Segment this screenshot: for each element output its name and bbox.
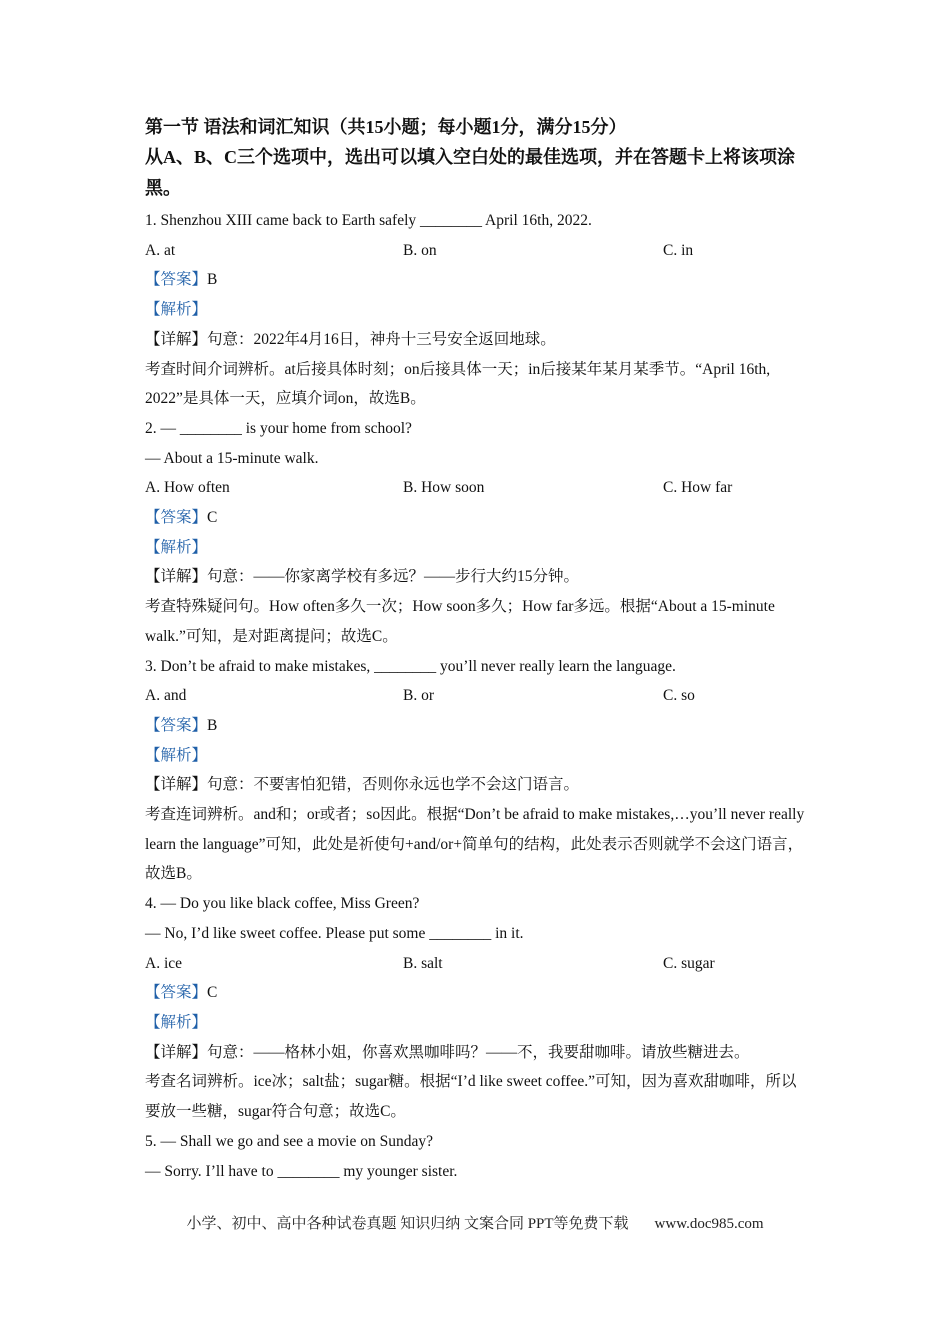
option-c: C. so <box>663 687 695 705</box>
answer-value: C <box>207 984 218 1002</box>
section-title: 第一节 语法和词汇知识（共15小题；每小题1分，满分15分） <box>145 117 627 137</box>
question-5 <box>145 1127 810 1186</box>
detail-label: 【详解】 <box>145 776 208 794</box>
options-row <box>145 236 810 266</box>
analysis-label: 【解析】 <box>145 1013 208 1031</box>
answer-line <box>145 265 810 295</box>
detail-text: 句意：不要害怕犯错，否则你永远也学不会这门语言。 <box>207 776 580 794</box>
question-stem: 5. — Shall we go and see a movie on Sunday? <box>145 1132 433 1150</box>
question-2 <box>145 414 810 652</box>
question-3 <box>145 652 810 890</box>
option-c: C. sugar <box>663 954 715 972</box>
detail-line <box>145 325 810 355</box>
options-row <box>145 681 810 711</box>
explanation: 考查名词辨析。ice冰；salt盐；sugar糖。根据“I’d like sweet coffee.”可知，因为喜欢甜咖啡，所以要放一些糖，sugar符合句意；故选C。 <box>145 1073 797 1121</box>
analysis-line <box>145 295 810 325</box>
question-4 <box>145 889 810 1127</box>
option-b: B. salt <box>403 954 443 972</box>
answer-line <box>145 978 810 1008</box>
option-c: C. How far <box>663 479 733 497</box>
option-b: B. or <box>403 687 434 705</box>
analysis-label: 【解析】 <box>145 538 208 556</box>
answer-line <box>145 503 810 533</box>
option-b: B. How soon <box>403 479 485 497</box>
question-stem-reply: — No, I’d like sweet coffee. Please put some ________ in it. <box>145 924 524 942</box>
question-stem-reply: — About a 15-minute walk. <box>145 449 319 467</box>
detail-line <box>145 562 810 592</box>
question-stem: 2. — ________ is your home from school? <box>145 419 412 437</box>
page-footer <box>0 1212 950 1233</box>
question-stem: 3. Don’t be afraid to make mistakes, ________ you’ll never really learn the language. <box>145 657 676 675</box>
option-b: B. on <box>403 241 437 259</box>
answer-value: C <box>207 509 218 527</box>
analysis-line <box>145 533 810 563</box>
detail-line <box>145 1038 810 1068</box>
instruction: 从A、B、C三个选项中，选出可以填入空白处的最佳选项，并在答题卡上将该项涂黑。 <box>145 147 796 198</box>
answer-line <box>145 711 810 741</box>
detail-label: 【详解】 <box>145 1043 208 1061</box>
detail-text: 句意：——你家离学校有多远？——步行大约15分钟。 <box>207 568 580 586</box>
answer-label: 【答案】 <box>145 984 208 1002</box>
analysis-line <box>145 1008 810 1038</box>
options-row <box>145 473 810 503</box>
question-stem: 4. — Do you like black coffee, Miss Green? <box>145 895 420 913</box>
option-c: C. in <box>663 241 694 259</box>
option-a: A. ice <box>145 954 183 972</box>
option-a: A. at <box>145 241 176 259</box>
analysis-line <box>145 741 810 771</box>
answer-value: B <box>207 271 218 289</box>
detail-text: 句意：——格林小姐，你喜欢黑咖啡吗？——不，我要甜咖啡。请放些糖进去。 <box>207 1043 750 1061</box>
detail-text: 句意：2022年4月16日，神舟十三号安全返回地球。 <box>207 330 556 348</box>
detail-label: 【详解】 <box>145 568 208 586</box>
analysis-label: 【解析】 <box>145 746 208 764</box>
explanation: 考查连词辨析。and和；or或者；so因此。根据“Don’t be afraid to make mistakes,…you’ll never really learn the language”可知，此处是祈使句+and/or+简单句的结构，此处表示否则就学不会这门语言，故选B。 <box>145 806 805 883</box>
document-body <box>145 112 810 1186</box>
question-stem: 1. Shenzhou XIII came back to Earth safely ________ April 16th, 2022. <box>145 212 592 229</box>
option-a: A. How often <box>145 479 230 497</box>
analysis-label: 【解析】 <box>145 301 208 319</box>
question-1 <box>145 206 810 414</box>
answer-label: 【答案】 <box>145 716 208 734</box>
footer-site: www.doc985.com <box>654 1216 764 1232</box>
explanation: 考查时间介词辨析。at后接具体时刻；on后接具体一天；in后接某年某月某季节。“April 16th, 2022”是具体一天，应填介词on，故选B。 <box>145 360 771 408</box>
footer-text: 小学、初中、高中各种试卷真题 知识归纳 文案合同 PPT等免费下载 <box>186 1216 629 1232</box>
explanation: 考查特殊疑问句。How often多久一次；How soon多久；How far多远。根据“About a 15-minute walk.”可知，是对距离提问；故选C。 <box>145 598 775 645</box>
option-a: A. and <box>145 687 187 705</box>
options-row <box>145 949 810 979</box>
answer-label: 【答案】 <box>145 509 208 527</box>
detail-line <box>145 770 810 800</box>
question-stem-reply: — Sorry. I’ll have to ________ my younger sister. <box>145 1162 458 1180</box>
answer-label: 【答案】 <box>145 271 208 289</box>
detail-label: 【详解】 <box>145 330 208 348</box>
answer-value: B <box>207 716 218 734</box>
